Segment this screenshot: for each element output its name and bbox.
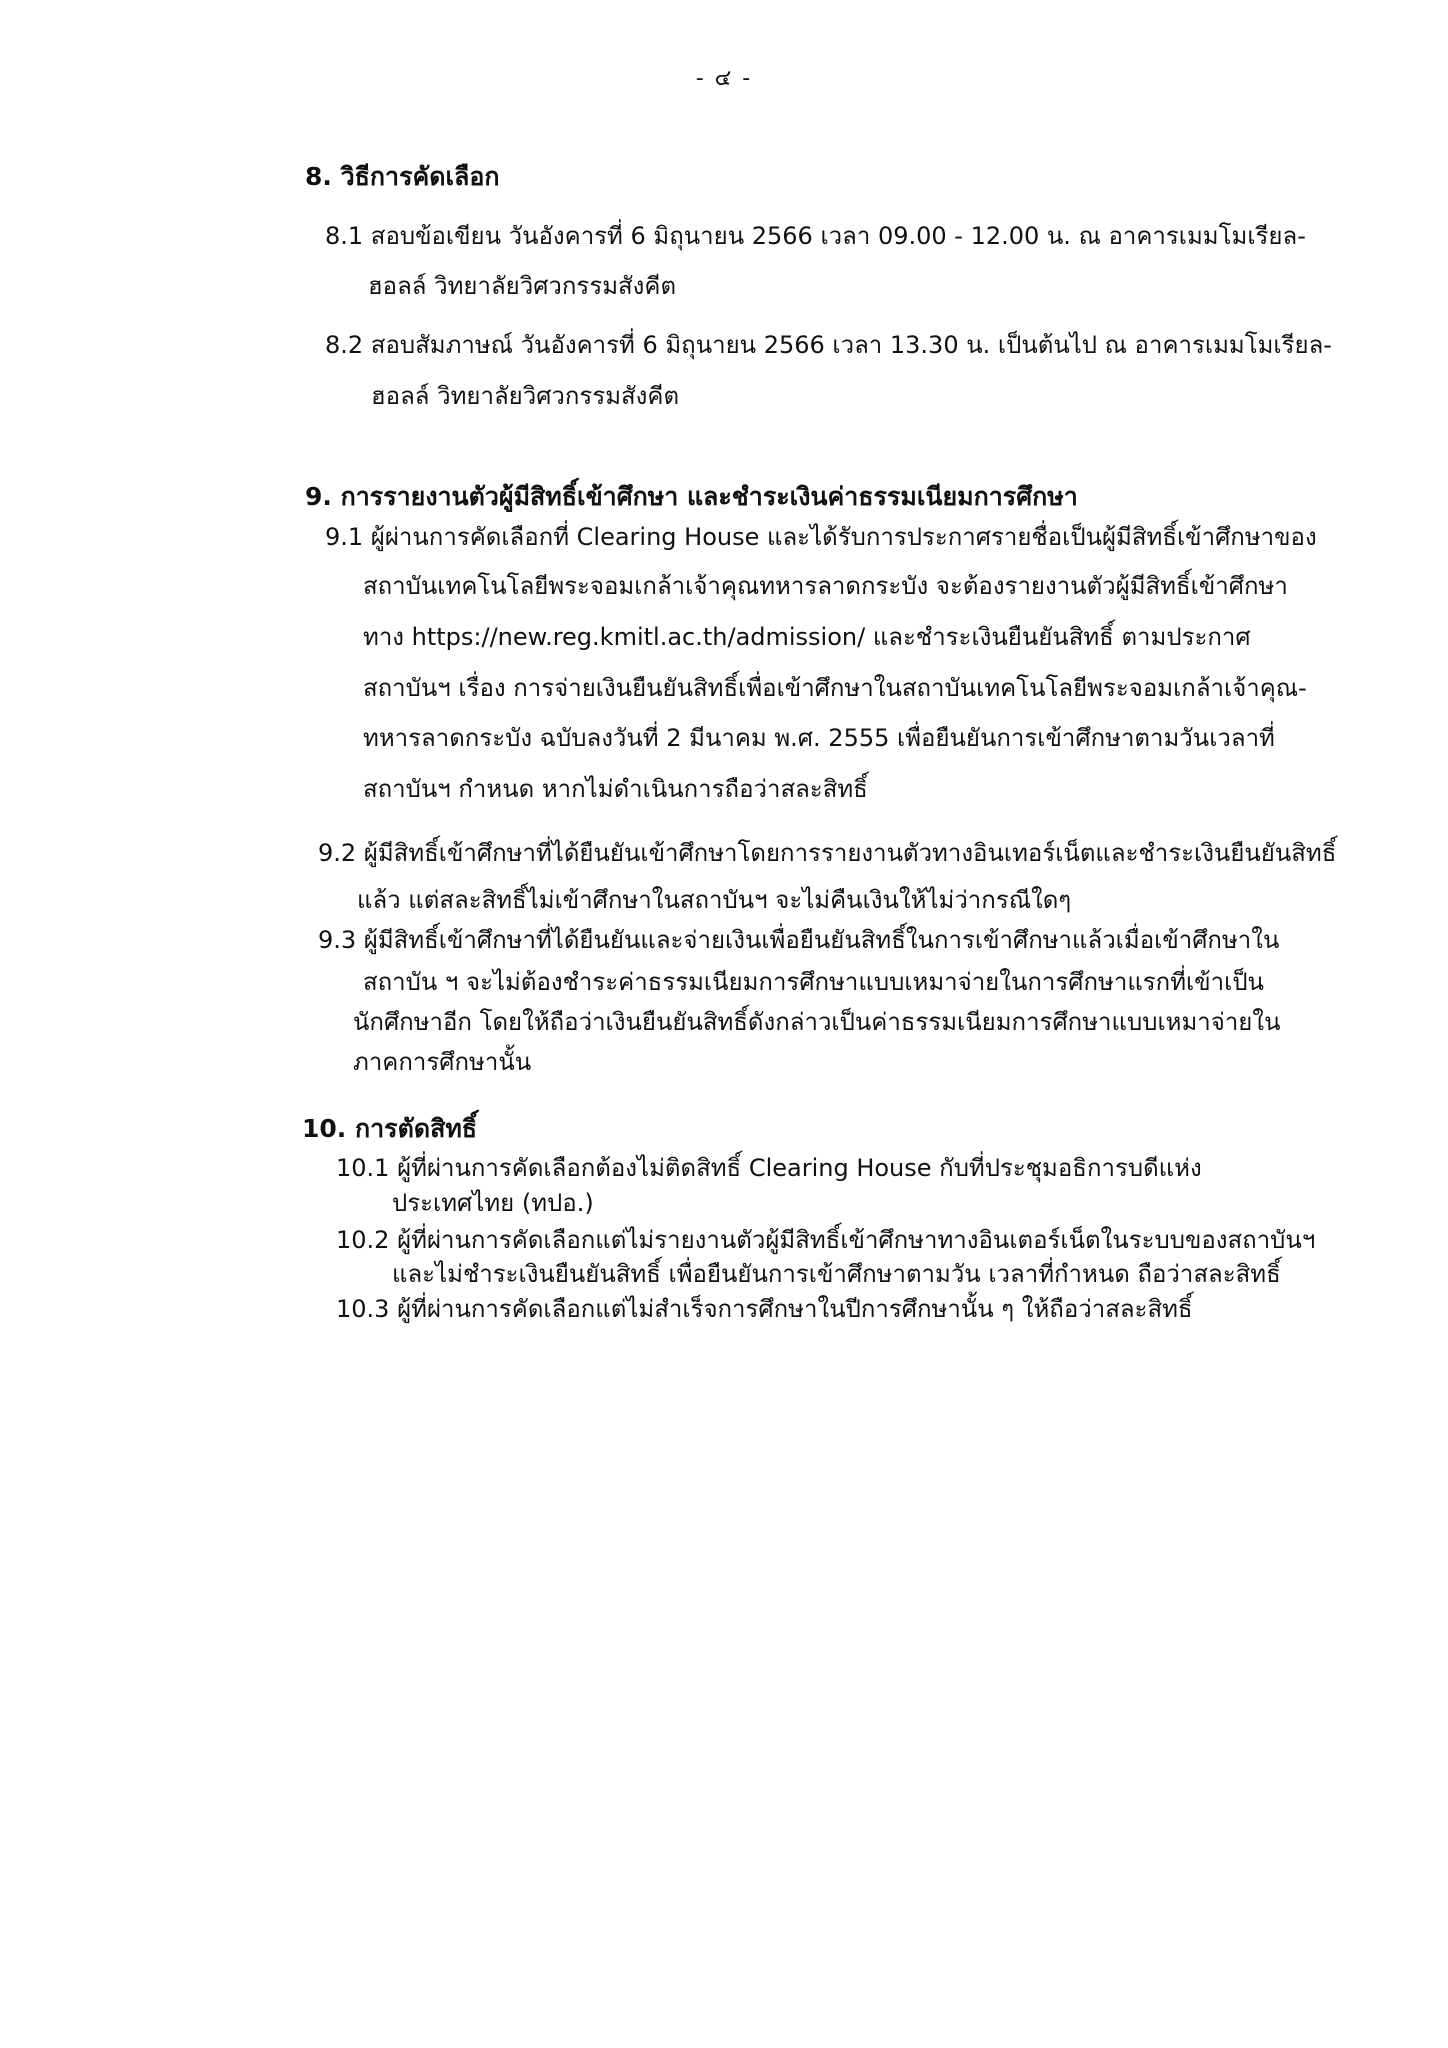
item-10-2-line-2: และไม่ชำระเงินยืนยันสิทธิ์ เพื่อยืนยันการเข้าศึกษาตามวัน เวลาที่กำหนด ถือว่าสละสิทธิ์	[392, 1260, 1281, 1288]
item-9-3-line-1: 9.3 ผู้มีสิทธิ์เข้าศึกษาที่ได้ยืนยันและจ่ายเงินเพื่อยืนยันสิทธิ์ในการเข้าศึกษาแล้วเมื่อเข้าศึกษาใน	[318, 926, 1280, 954]
item-9-1-line-6: สถาบันฯ กำหนด หากไม่ดำเนินการถือว่าสละสิทธิ์	[363, 775, 868, 803]
item-9-3-line-3: นักศึกษาอีก โดยให้ถือว่าเงินยืนยันสิทธิ์ดังกล่าวเป็นค่าธรรมเนียมการศึกษาแบบเหมาจ่ายใน	[353, 1008, 1281, 1036]
item-9-2-line-1: 9.2 ผู้มีสิทธิ์เข้าศึกษาที่ได้ยืนยันเข้าศึกษาโดยการรายงานตัวทางอินเทอร์เน็ตและชำระเงินยืนยันสิทธิ์	[318, 839, 1337, 867]
page-number: - ๔ -	[695, 66, 753, 91]
item-9-1-line-2: สถาบันเทคโนโลยีพระจอมเกล้าเจ้าคุณทหารลาดกระบัง จะต้องรายงานตัวผู้มีสิทธิ์เข้าศึกษา	[363, 572, 1288, 600]
item-9-1-line-5: ทหารลาดกระบัง ฉบับลงวันที่ 2 มีนาคม พ.ศ. 2555 เพื่อยืนยันการเข้าศึกษาตามวันเวลาที่	[363, 724, 1275, 752]
item-10-3-line-1: 10.3 ผู้ที่ผ่านการคัดเลือกแต่ไม่สำเร็จการศึกษาในปีการศึกษานั้น ๆ ให้ถือว่าสละสิทธิ์	[336, 1295, 1193, 1323]
item-8-2-line-2: ฮอลล์ วิทยาลัยวิศวกรรมสังคีต	[371, 382, 680, 410]
item-10-2-line-1: 10.2 ผู้ที่ผ่านการคัดเลือกแต่ไม่รายงานตัวผู้มีสิทธิ์เข้าศึกษาทางอินเตอร์เน็ตในระบบของสถาบันฯ	[336, 1226, 1316, 1254]
item-9-2-line-2: แล้ว แต่สละสิทธิ์ไม่เข้าศึกษาในสถาบันฯ จะไม่คืนเงินให้ไม่ว่ากรณีใดๆ	[357, 886, 1072, 914]
item-9-1-line-3: ทาง https://new.reg.kmitl.ac.th/admission/ และชำระเงินยืนยันสิทธิ์ ตามประกาศ	[363, 623, 1251, 651]
section-9-title: 9. การรายงานตัวผู้มีสิทธิ์เข้าศึกษา และชำระเงินค่าธรรมเนียมการศึกษา	[305, 482, 1078, 511]
item-8-1-line-2: ฮอลล์ วิทยาลัยวิศวกรรมสังคีต	[368, 272, 677, 300]
item-9-1-line-4: สถาบันฯ เรื่อง การจ่ายเงินยืนยันสิทธิ์เพื่อเข้าศึกษาในสถาบันเทคโนโลยีพระจอมเกล้าเจ้าคุณ-	[363, 674, 1307, 702]
item-9-1-line-1: 9.1 ผู้ผ่านการคัดเลือกที่ Clearing House และได้รับการประกาศรายชื่อเป็นผู้มีสิทธิ์เข้าศึกษาของ	[325, 523, 1317, 551]
item-8-2-line-1: 8.2 สอบสัมภาษณ์ วันอังคารที่ 6 มิถุนายน 2566 เวลา 13.30 น. เป็นต้นไป ณ อาคารเมมโมเรียล-	[325, 331, 1332, 359]
item-9-3-line-2: สถาบัน ฯ จะไม่ต้องชำระค่าธรรมเนียมการศึกษาแบบเหมาจ่ายในการศึกษาแรกที่เข้าเป็น	[363, 968, 1264, 996]
section-8-title: 8. วิธีการคัดเลือก	[305, 162, 500, 191]
item-10-1-line-1: 10.1 ผู้ที่ผ่านการคัดเลือกต้องไม่ติดสิทธิ์ Clearing House กับที่ประชุมอธิการบดีแห่ง	[336, 1154, 1202, 1182]
item-10-1-line-2: ประเทศไทย (ทปอ.)	[392, 1189, 594, 1217]
item-9-3-line-4: ภาคการศึกษานั้น	[353, 1048, 532, 1076]
section-10-title: 10. การตัดสิทธิ์	[302, 1114, 478, 1143]
item-8-1-line-1: 8.1 สอบข้อเขียน วันอังคารที่ 6 มิถุนายน 2566 เวลา 09.00 - 12.00 น. ณ อาคารเมมโมเรียล-	[325, 222, 1306, 250]
